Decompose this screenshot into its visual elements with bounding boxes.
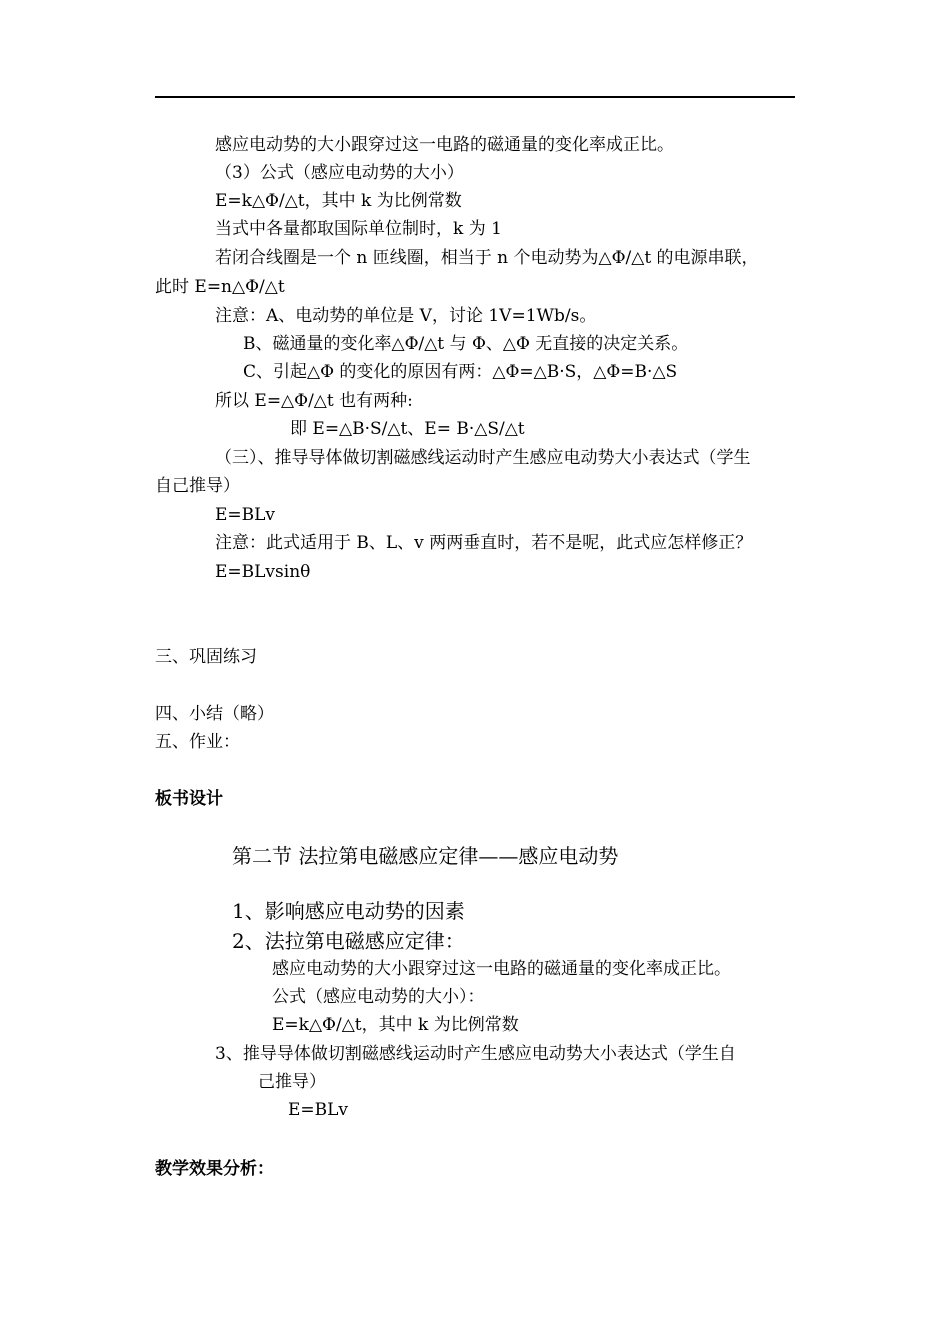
board-design-heading: 板书设计 [155,789,223,809]
section-summary: 四、小结（略） [155,704,274,724]
board-title: 第二节 法拉第电磁感应定律——感应电动势 [232,844,619,868]
section-practice: 三、巩固练习 [155,647,257,667]
analysis-heading: 教学效果分析： [155,1159,274,1179]
paragraph-n-turns-1: 若闭合线圈是一个 n 匝线圈，相当于 n 个电动势为△Φ/△t 的电源串联， [215,248,759,268]
board-item-3: 3、推导导体做切割磁感线运动时产生感应电动势大小表达式（学生自 [215,1044,736,1064]
note-c: C、引起△Φ 的变化的原因有两：△Φ=△B·S，△Φ=B·△S [243,362,678,382]
board-item-1: 1、影响感应电动势的因素 [232,899,465,923]
board-item-3-formula: E=BLv [288,1100,349,1120]
paragraph-n-turns-2: 此时 E=n△Φ/△t [155,277,285,297]
paragraph-formula-heading: （3）公式（感应电动势的大小） [215,163,464,183]
paragraph-derivation-1: （三）、推导导体做切割磁感线运动时产生感应电动势大小表达式（学生 [215,448,751,468]
note-b: B、磁通量的变化率△Φ/△t 与 Φ、△Φ 无直接的决定关系。 [243,334,689,354]
paragraph-si-units: 当式中各量都取国际单位制时，k 为 1 [215,219,502,239]
paragraph-formula: E=k△Φ/△t，其中 k 为比例常数 [215,191,462,211]
paragraph-two-forms-formula: 即 E=△B·S/△t、E= B·△S/△t [290,419,525,439]
board-item-2-formula-heading: 公式（感应电动势的大小）： [272,987,485,1007]
board-item-2: 2、法拉第电磁感应定律： [232,929,465,953]
board-item-2-law: 感应电动势的大小跟穿过这一电路的磁通量的变化率成正比。 [272,959,731,979]
board-item-2-formula: E=k△Φ/△t，其中 k 为比例常数 [272,1015,519,1035]
board-item-3-cont: 己推导） [258,1072,326,1092]
section-homework: 五、作业： [155,732,240,752]
formula-blv: E=BLv [215,505,276,525]
paragraph-two-forms: 所以 E=△Φ/△t 也有两种: [215,391,413,411]
header-rule [155,96,795,98]
paragraph-derivation-2: 自己推导） [155,476,240,496]
paragraph-proportional: 感应电动势的大小跟穿过这一电路的磁通量的变化率成正比。 [215,135,674,155]
paragraph-perpendicular-note: 注意：此式适用于 B、L、v 两两垂直时，若不是呢，此式应怎样修正？ [215,533,753,553]
formula-blv-sin: E=BLvsinθ [215,562,311,582]
note-a: 注意：A、电动势的单位是 V，讨论 1V=1Wb/s。 [215,306,597,326]
